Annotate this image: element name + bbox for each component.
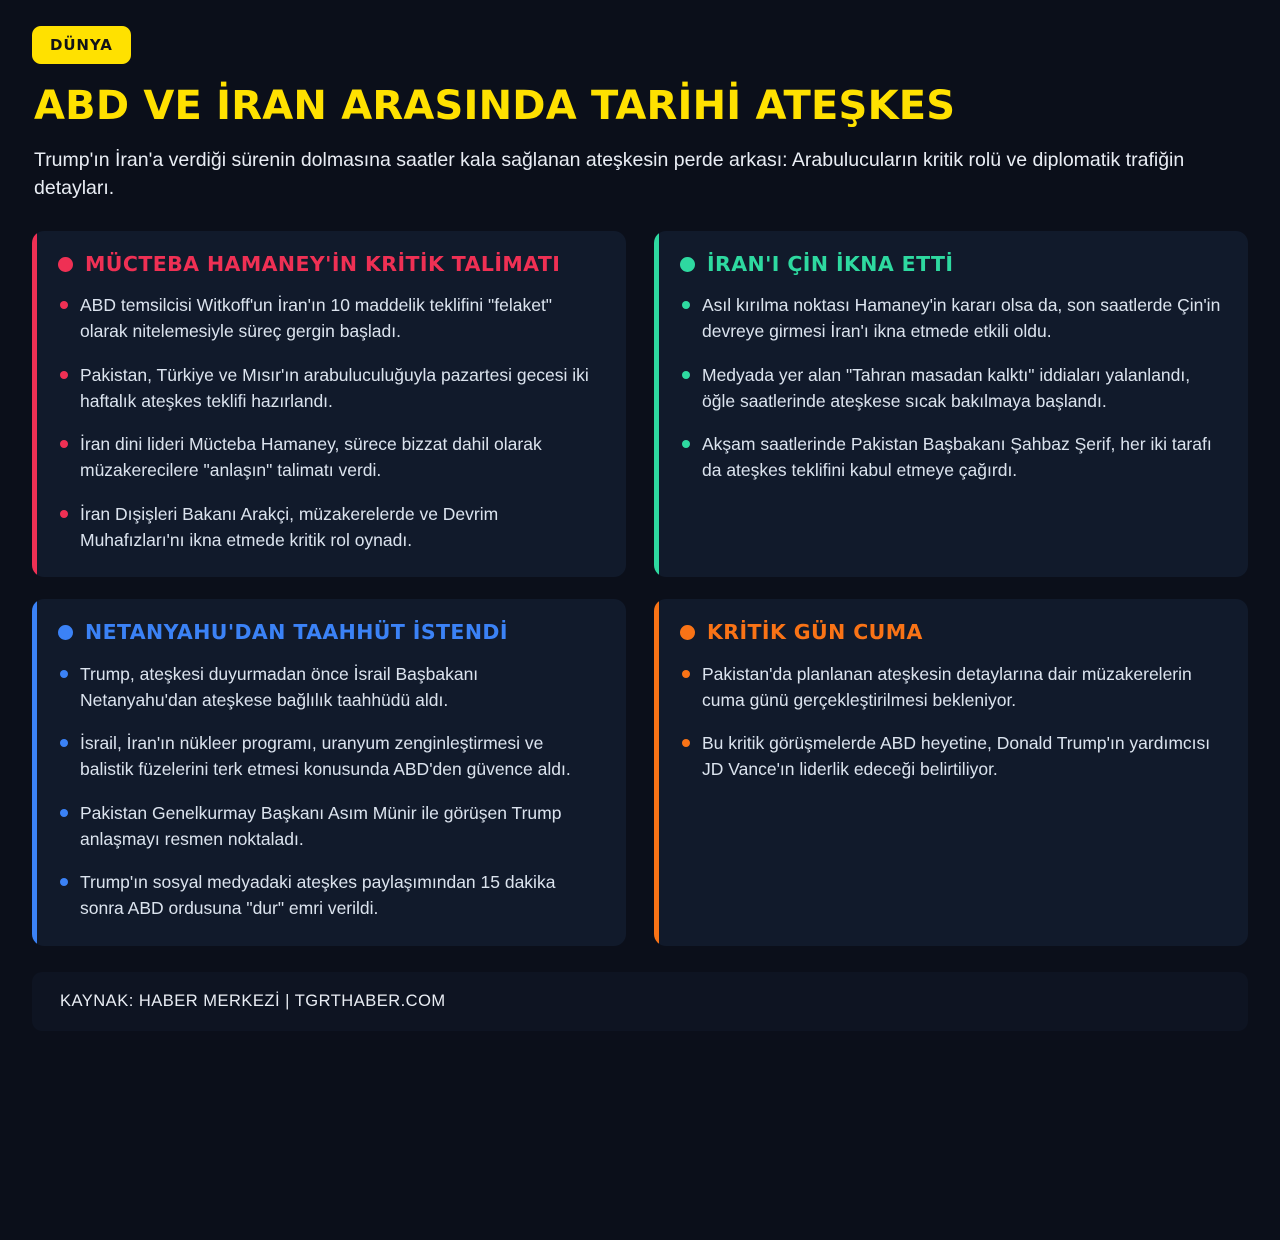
card-header [680, 253, 1222, 277]
list-item: Asıl kırılma noktası Hamaney'in kararı olsa da, son saatlerde Çin'in devreye girmesi İran'ı ikna etmede etkili oldu. [680, 292, 1222, 345]
card-iran-cin [654, 231, 1248, 578]
list-item: Pakistan Genelkurmay Başkanı Asım Münir ile görüşen Trump anlaşmayı resmen noktaladı. [58, 800, 600, 853]
card-points-list [680, 661, 1222, 783]
source-footer: KAYNAK: HABER MERKEZİ | TGRTHABER.COM [32, 972, 1248, 1031]
bullet-dot-icon [680, 257, 695, 272]
card-points-list [58, 292, 600, 553]
list-item: Pakistan, Türkiye ve Mısır'ın arabuluculuğuyla pazartesi gecesi iki haftalık ateşkes teklifi hazırlandı. [58, 362, 600, 415]
list-item: Bu kritik görüşmelerde ABD heyetine, Donald Trump'ın yardımcısı JD Vance'ın liderlik edeceği belirtiliyor. [680, 730, 1222, 783]
list-item: Trump'ın sosyal medyadaki ateşkes paylaşımından 15 dakika sonra ABD ordusuna "dur" emri verildi. [58, 869, 600, 922]
list-item: İsrail, İran'ın nükleer programı, uranyum zenginleştirmesi ve balistik füzelerini terk etmesi konusunda ABD'den güvence aldı. [58, 730, 600, 783]
list-item: Akşam saatlerinde Pakistan Başbakanı Şahbaz Şerif, her iki tarafı da ateşkes teklifini kabul etmeye çağırdı. [680, 431, 1222, 484]
bullet-dot-icon [58, 625, 73, 640]
list-item: Pakistan'da planlanan ateşkesin detaylarına dair müzakerelerin cuma günü gerçekleştirilmesi bekleniyor. [680, 661, 1222, 714]
list-item: ABD temsilcisi Witkoff'un İran'ın 10 maddelik teklifini "felaket" olarak nitelemesiyle süreç gergin başladı. [58, 292, 600, 345]
category-badge: DÜNYA [32, 26, 131, 64]
page-title: ABD VE İRAN ARASINDA TARİHİ ATEŞKES [34, 83, 956, 129]
card-title: İRAN'I ÇİN İKNA ETTİ [707, 251, 954, 276]
card-points-list [58, 661, 600, 922]
card-header [680, 621, 1222, 645]
card-kritik-gun-cuma [654, 599, 1248, 946]
list-item: Medyada yer alan "Tahran masadan kalktı" iddiaları yalanlandı, öğle saatlerinde ateşkese sıcak bakılmaya başlandı. [680, 362, 1222, 415]
list-item: İran dini lideri Mücteba Hamaney, sürece bizzat dahil olarak müzakerecilere "anlaşın" talimatı verdi. [58, 431, 600, 484]
cards-grid [32, 231, 1248, 946]
card-title: KRİTİK GÜN CUMA [707, 620, 923, 645]
card-header [58, 621, 600, 645]
card-header [58, 253, 600, 277]
bullet-dot-icon [680, 625, 695, 640]
page-subtitle: Trump'ın İran'a verdiği sürenin dolmasına saatler kala sağlanan ateşkesin perde arkası: Arabulucuların kritik rolü ve diplomatik trafiğin detayları. [34, 149, 1185, 200]
card-netanyahu-taahhut [32, 599, 626, 946]
bullet-dot-icon [58, 257, 73, 272]
card-title: MÜCTEBA HAMANEY'İN KRİTİK TALİMATI [85, 251, 561, 276]
card-mucteba-hamaney [32, 231, 626, 578]
list-item: Trump, ateşkesi duyurmadan önce İsrail Başbakanı Netanyahu'dan ateşkese bağlılık taahhüdü aldı. [58, 661, 600, 714]
list-item: İran Dışişleri Bakanı Arakçi, müzakerelerde ve Devrim Muhafızları'nı ikna etmede kritik rol oynadı. [58, 501, 600, 554]
card-points-list [680, 292, 1222, 484]
card-title: NETANYAHU'DAN TAAHHÜT İSTENDİ [85, 620, 508, 645]
